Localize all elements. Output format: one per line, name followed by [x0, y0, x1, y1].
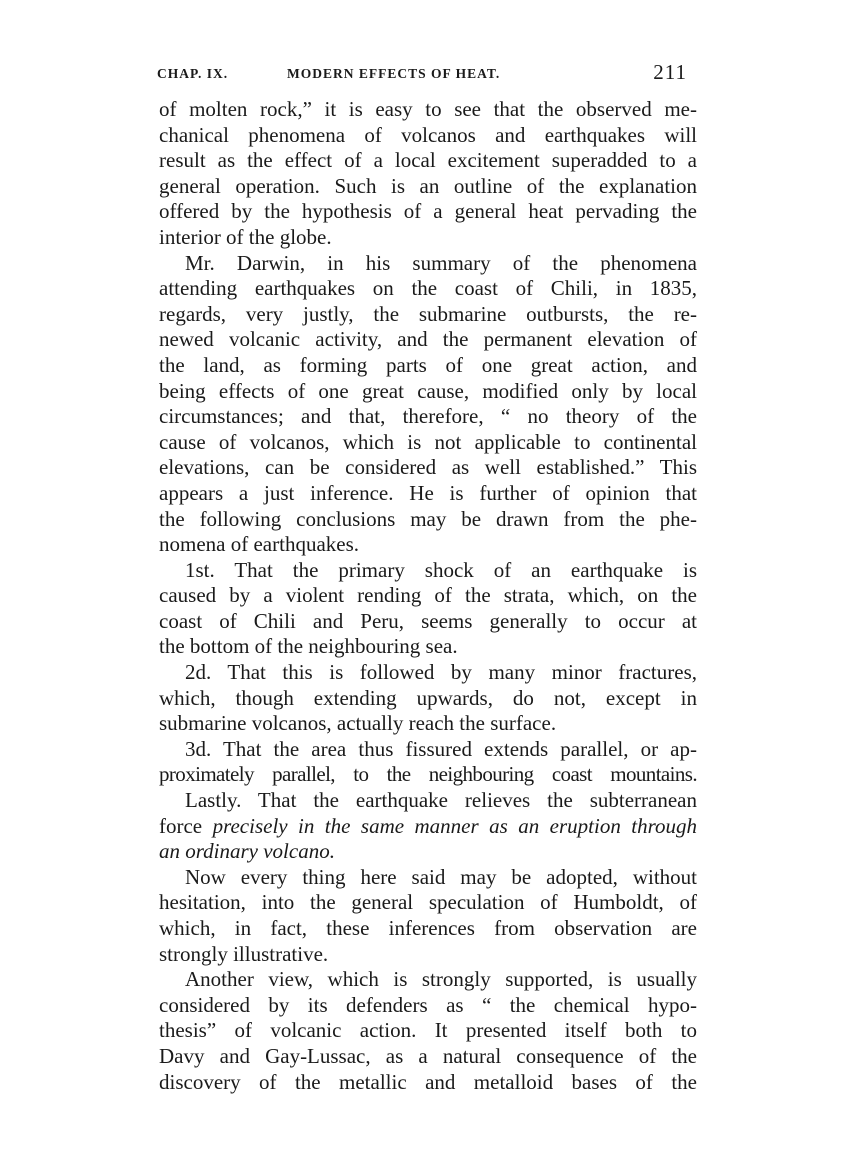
- text-line: elevations, can be considered as well established.” This: [159, 455, 697, 480]
- text-line: result as the effect of a local excitement superadded to a: [159, 148, 697, 173]
- text-line: Mr. Darwin, in his summary of the phenomena: [185, 250, 697, 275]
- page-number: 211: [653, 60, 687, 84]
- book-page: [159, 60, 697, 1095]
- text-line: thesis” of volcanic action. It presented itself both to: [159, 1018, 697, 1043]
- text-line: discovery of the metallic and metalloid bases of the: [159, 1069, 697, 1094]
- text-line: interior of the globe.: [159, 224, 332, 249]
- text-line: offered by the hypothesis of a general heat pervading the: [159, 199, 697, 224]
- chapter-label: CHAP. IX.: [157, 66, 229, 81]
- text-line: 3d. That the area thus fissured extends parallel, or ap-: [185, 736, 697, 761]
- text-line: appears a just inference. He is further of opinion that: [159, 480, 697, 505]
- text-line: hesitation, into the general speculation of Humboldt, of: [159, 890, 697, 915]
- text-line: nomena of earthquakes.: [159, 532, 360, 557]
- text-line: of molten rock,” it is easy to see that the observed me-: [159, 97, 697, 121]
- body-text: [159, 97, 697, 1095]
- text-line: [159, 814, 697, 840]
- text-line: Another view, which is strongly supported, is usually: [185, 967, 697, 992]
- paragraph: [159, 788, 697, 865]
- text-line: 1st. That the primary shock of an earthquake is: [185, 557, 697, 582]
- text-line: considered by its defenders as “ the chemical hypo-: [159, 992, 697, 1017]
- text-line: the following conclusions may be drawn from the phe-: [159, 506, 697, 531]
- text-line: 2d. That this is followed by many minor fractures,: [185, 660, 697, 685]
- text-line: which, though extending upwards, do not, except in: [159, 685, 697, 710]
- text-line: general operation. Such is an outline of the explanation: [159, 173, 697, 198]
- paragraph: [159, 558, 697, 660]
- text-line: coast of Chili and Peru, seems generally to occur at: [159, 608, 697, 633]
- text-line: chanical phenomena of volcanos and earthquakes will: [159, 122, 697, 147]
- paragraph: [159, 967, 697, 1095]
- text-fragment: force: [159, 813, 213, 838]
- text-line: circumstances; and that, therefore, “ no theory of the: [159, 404, 697, 429]
- paragraph: [159, 251, 697, 558]
- text-line: strongly illustrative.: [159, 941, 329, 966]
- italic-text: precisely in the same manner as an eruption through: [212, 813, 697, 838]
- text-line: the bottom of the neighbouring sea.: [159, 634, 458, 659]
- running-title: MODERN EFFECTS OF HEAT.: [287, 66, 501, 81]
- running-header: [159, 60, 697, 90]
- italic-text-line: an ordinary volcano.: [159, 839, 335, 864]
- paragraph: [159, 97, 697, 251]
- text-line: being effects of one great cause, modified only by local: [159, 378, 697, 403]
- text-line: caused by a violent rending of the strata, which, on the: [159, 583, 697, 608]
- text-line: which, in fact, these inferences from observation are: [159, 916, 697, 940]
- text-line: Lastly. That the earthquake relieves the subterranean: [185, 788, 697, 813]
- text-line: Davy and Gay-Lussac, as a natural consequence of the: [159, 1043, 697, 1068]
- text-line: submarine volcanos, actually reach the surface.: [159, 711, 557, 736]
- text-line: the land, as forming parts of one great action, and: [159, 352, 697, 377]
- text-line: Now every thing here said may be adopted, without: [185, 864, 697, 889]
- paragraph: [159, 865, 697, 967]
- text-line: attending earthquakes on the coast of Chili, in 1835,: [159, 276, 697, 301]
- paragraph: [159, 737, 697, 788]
- paragraph: [159, 660, 697, 737]
- text-line: proximately parallel, to the neighbouring coast mountains.: [159, 762, 697, 787]
- text-line: regards, very justly, the submarine outbursts, the re-: [159, 301, 697, 326]
- text-line: newed volcanic activity, and the permanent elevation of: [159, 327, 697, 352]
- text-line: cause of volcanos, which is not applicable to continental: [159, 429, 697, 454]
